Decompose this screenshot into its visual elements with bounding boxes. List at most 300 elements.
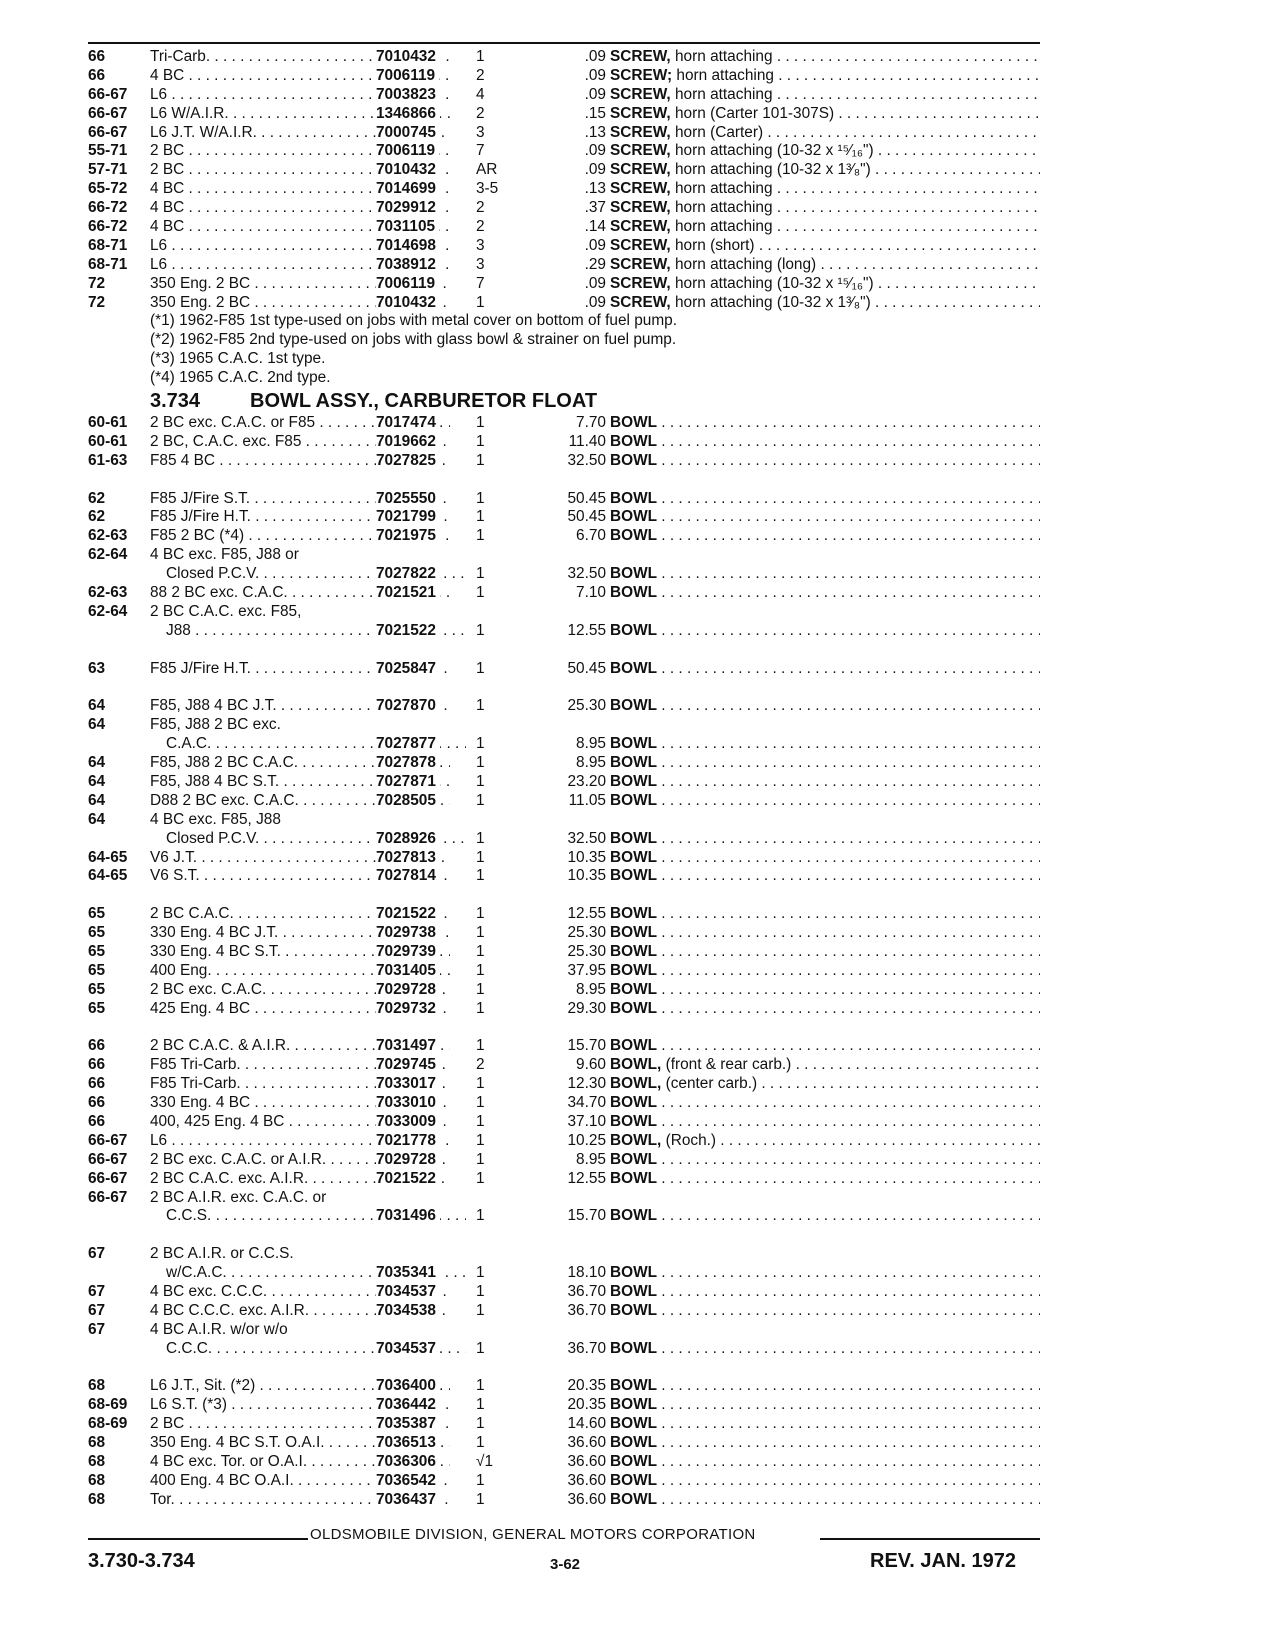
row-description [610,830,1040,849]
footer-section-range: 3.730-3.734 [88,1550,195,1572]
row-years: 68-69 [88,1396,128,1414]
parts-list [88,48,1048,1510]
row-price: 14.60 [567,1415,606,1433]
row-description [610,697,1040,716]
row-part-number: 7003823 [376,86,440,105]
row-description [610,867,1040,886]
table-row [88,1453,1048,1472]
row-price: .09 [584,85,606,103]
row-part-number: 7021521 [376,584,440,603]
row-application: 4 BC exc. Tor. or O.A.I. . . . [150,1453,450,1472]
table-row [88,1245,1048,1264]
table-row [88,199,1048,218]
row-years: 66-67 [88,123,128,141]
row-price: 36.60 [567,1453,606,1471]
row-description [610,962,1040,981]
row-price: .09 [584,236,606,254]
row-description [610,161,1040,180]
row-part-number: 7036306 [376,1453,440,1472]
table-row [88,433,1048,452]
row-description [610,1340,1040,1359]
row-description-name: BOWL, [610,1075,662,1093]
table-row [88,1264,1048,1283]
row-description [610,237,1040,256]
row-price: 36.60 [567,1434,606,1452]
row-part-number: 7033010 [376,1094,440,1113]
row-years: 62-64 [88,602,128,620]
row-description [610,452,1040,471]
row-description-detail: horn attaching (10-32 x 1³⁄₈") [670,161,871,179]
row-quantity: 1 [476,565,485,583]
row-price: 15.70 [567,1207,606,1225]
row-description [610,294,1040,313]
row-years: 66-67 [88,1188,128,1206]
row-part-number: 7029732 [376,1000,440,1019]
row-application: F85 Tri-Carb. . . . [150,1056,450,1075]
row-description [610,1377,1040,1396]
row-price: 11.40 [568,432,606,450]
row-description-name: SCREW, [610,161,671,179]
table-row [88,67,1048,86]
row-description-name: BOWL, [610,1056,662,1074]
row-part-number: 7017474 [376,414,440,433]
table-row [88,981,1048,1000]
row-years: 63 [88,659,106,677]
row-description [610,256,1040,275]
row-years: 66-67 [88,1150,128,1168]
footnote [88,331,1048,350]
row-description-detail: horn attaching (10-32 x ¹⁵⁄₁₆") [670,142,874,160]
section-heading [88,388,1048,414]
row-description [610,527,1040,546]
row-description [610,142,1040,161]
row-part-number: 7036513 [376,1434,440,1453]
row-part-number: 7021778 [376,1132,440,1151]
row-price: .29 [584,255,606,273]
row-part-number: 7033009 [376,1113,440,1132]
row-application: Closed P.C.V. . . . [166,830,466,849]
section-heading-text [150,388,597,414]
row-description [610,433,1040,452]
row-years: 68 [88,1471,106,1489]
row-years: 60-61 [88,414,128,432]
row-description-detail: horn attaching (10-32 x ¹⁵⁄₁₆") [670,274,874,292]
row-years: 68-69 [88,1415,128,1433]
row-application: F85, J88 4 BC S.T. . . . [150,773,450,792]
row-quantity: 1 [476,1490,485,1508]
row-description-name: BOWL [610,508,658,526]
footnote-text: (*1) 1962-F85 1st type-used on jobs with metal cover on bottom of fuel pump. [150,312,677,330]
row-years: 64 [88,810,106,828]
table-row [88,660,1048,679]
row-price: 32.50 [567,451,606,469]
row-quantity: 1 [476,1415,485,1433]
row-price: 10.35 [567,867,606,885]
row-price: 25.30 [567,924,606,942]
row-part-number: 7036437 [376,1491,440,1510]
row-description-detail: (center carb.) [661,1075,758,1093]
row-description-detail: (Roch.) [661,1131,717,1149]
row-part-number: 7027878 [376,754,440,773]
row-years: 62-63 [88,527,128,545]
row-application: Tor. . . . [150,1491,450,1510]
row-price: .09 [584,274,606,292]
row-description [610,584,1040,603]
row-price: 34.70 [567,1094,606,1112]
row-years: 66 [88,1037,106,1055]
row-quantity: 1 [476,1207,485,1225]
row-application: F85 J/Fire H.T. . . . [150,508,450,527]
row-description-detail: horn attaching [672,66,774,84]
row-description-detail: horn (short) [670,236,755,254]
row-quantity: 1 [476,905,485,923]
row-description [610,981,1040,1000]
row-description-detail: horn attaching (long) [670,255,817,273]
row-spacer [88,679,1048,698]
table-row [88,584,1048,603]
row-description-name: BOWL [610,829,658,847]
row-description-name: SCREW, [610,48,671,65]
row-price: 8.95 [576,1150,606,1168]
row-part-number: 7010432 [376,294,440,313]
row-description-name: SCREW, [610,218,671,236]
table-row [88,1037,1048,1056]
row-part-number: 7006119 [376,67,439,86]
row-part-number: 7027871 [376,773,440,792]
row-description [610,1302,1040,1321]
row-years: 66 [88,1056,106,1074]
row-years: 57-71 [88,161,128,179]
row-part-number: 7031405 [376,962,440,981]
table-row [88,508,1048,527]
row-description-name: BOWL [610,527,658,545]
row-price: .09 [584,66,606,84]
row-quantity: 1 [476,1377,485,1395]
footnote-text: (*2) 1962-F85 2nd type-used on jobs with glass bowl & strainer on fuel pump. [150,331,677,349]
row-description-name: BOWL [610,772,658,790]
row-description [610,1491,1040,1510]
row-years: 66 [88,1094,106,1112]
row-part-number: 7029728 [376,981,440,1000]
row-price: 8.95 [576,735,606,753]
row-application: 4 BC C.C.C. exc. A.I.R. . . . [150,1302,450,1321]
row-application: F85, J88 2 BC exc. [150,716,281,734]
row-description [610,905,1040,924]
row-years: 67 [88,1245,106,1263]
row-quantity: 7 [476,142,485,160]
table-row [88,490,1048,509]
table-row [88,1113,1048,1132]
row-description-name: BOWL [610,961,658,979]
row-years: 66 [88,1112,106,1130]
table-row [88,546,1048,565]
table-row [88,773,1048,792]
row-quantity: 1 [476,1264,485,1282]
row-application: L6 W/A.I.R. . . . [150,105,450,124]
footer-rule-right [820,1538,1040,1540]
row-quantity: 1 [476,1471,485,1489]
row-years: 62-63 [88,584,128,602]
footer-company: OLDSMOBILE DIVISION, GENERAL MOTORS CORPORATION [310,1526,756,1543]
table-row [88,1132,1048,1151]
row-description [610,86,1040,105]
row-quantity: 1 [476,1075,485,1093]
row-application: 2 BC C.A.C. . . . [150,905,450,924]
row-quantity: 1 [476,829,485,847]
row-application: 2 BC exc. C.A.C. or F85 . . . . [150,414,450,433]
row-description-name: BOWL [610,754,658,772]
row-quantity: 1 [476,1283,485,1300]
table-row [88,1415,1048,1434]
row-spacer [88,1359,1048,1378]
row-quantity: 1 [476,942,485,960]
table-row [88,275,1048,294]
table-row [88,414,1048,433]
row-price: 25.30 [567,942,606,960]
row-description [610,180,1040,199]
table-row [88,180,1048,199]
section-title: BOWL ASSY., CARBURETOR FLOAT [250,390,598,413]
row-price: 15.70 [567,1037,606,1055]
table-row [88,1094,1048,1113]
row-application: 2 BC exc. C.A.C. or A.I.R. . . . [150,1151,450,1170]
footnote [88,312,1048,331]
row-part-number: 7027822 [376,565,440,584]
row-price: 11.05 [568,791,606,809]
row-description-name: SCREW, [610,274,671,292]
row-application: 4 BC . . . [150,180,450,199]
row-description [610,1264,1040,1283]
row-description-name: BOWL [610,414,658,432]
row-price: 20.35 [567,1396,606,1414]
row-description [610,849,1040,868]
row-description-name: SCREW, [610,236,671,254]
row-description [610,943,1040,962]
row-years: 64 [88,754,106,772]
row-application: 350 Eng. 2 BC . . . [150,275,450,294]
row-part-number: 7029728 [376,1151,440,1170]
row-spacer [88,641,1048,660]
table-row [88,527,1048,546]
row-description [610,1415,1040,1434]
row-application: 350 Eng. 4 BC S.T. O.A.I. . . . [150,1434,450,1453]
row-quantity: 1 [476,1434,485,1452]
row-spacer [88,1226,1048,1245]
row-application: 4 BC . . . [150,67,450,86]
row-price: 50.45 [567,659,606,677]
row-application: 2 BC, C.A.C. exc. F85 . . . [150,433,450,452]
footer-revision: REV. JAN. 1972 [870,1550,1017,1572]
row-application: 4 BC exc. C.C.C. . . . [150,1283,450,1302]
row-description-name: SCREW, [610,255,671,273]
row-part-number: 7021799 [376,508,440,527]
table-row [88,1377,1048,1396]
table-row [88,294,1048,313]
table-row [88,161,1048,180]
row-application: 4 BC exc. F85, J88 [150,810,281,828]
row-years: 68 [88,1453,106,1471]
row-application: F85 J/Fire H.T. . . . [150,660,450,679]
row-part-number: 7014698 [376,237,440,256]
row-application: F85 Tri-Carb. . . . [150,1075,450,1094]
table-row [88,1151,1048,1170]
row-description-detail: horn attaching [670,180,773,198]
row-years: 68 [88,1434,106,1452]
row-years: 64 [88,772,106,790]
row-price: 36.70 [567,1283,606,1300]
row-spacer [88,471,1048,490]
row-description [610,1207,1040,1226]
row-years: 64-65 [88,867,128,885]
row-application: 330 Eng. 4 BC S.T. . . . [150,943,450,962]
row-quantity: 1 [476,527,485,545]
row-part-number: 7006119 [376,275,439,294]
row-description [610,622,1040,641]
row-quantity: √1 [476,1453,494,1471]
row-description [610,275,1040,294]
row-application: 4 BC . . . [150,218,450,237]
row-quantity: 1 [476,293,485,311]
row-description-name: BOWL [610,489,658,507]
row-application: 400 Eng. 4 BC O.A.I. . . . [150,1472,450,1491]
row-price: 12.55 [567,1169,606,1187]
row-description-name: SCREW, [610,180,671,198]
row-description [610,1453,1040,1472]
table-row [88,142,1048,161]
row-description [610,48,1040,67]
row-description-name: SCREW, [610,85,671,103]
row-years: 64 [88,716,106,734]
row-application: V6 J.T. . . . [150,849,450,868]
row-description-name: BOWL [610,1150,658,1168]
row-application: F85, J88 2 BC C.A.C. . . . [150,754,450,773]
row-years: 65 [88,942,106,960]
table-row [88,1302,1048,1321]
row-quantity: 1 [476,999,485,1017]
table-row [88,105,1048,124]
footer-rule-left [88,1538,308,1540]
row-part-number: 7019662 [376,433,440,452]
row-quantity: AR [476,161,498,179]
row-quantity: 1 [476,1150,485,1168]
row-years: 68 [88,1490,106,1508]
row-years: 66 [88,66,106,84]
row-price: 36.70 [567,1301,606,1319]
row-quantity: 1 [476,754,485,772]
row-quantity: 1 [476,48,485,65]
row-application: 350 Eng. 2 BC . . . [150,294,450,313]
row-price: .37 [584,199,606,217]
row-application: F85 J/Fire S.T. . . . [150,490,450,509]
row-description-name: BOWL [610,1471,658,1489]
row-description [610,105,1040,124]
row-quantity: 1 [476,1094,485,1112]
row-description [610,1283,1040,1302]
row-part-number: 7014699 [376,180,440,199]
row-years: 62 [88,508,106,526]
row-price: 29.30 [567,999,606,1017]
table-row [88,1075,1048,1094]
table-row [88,811,1048,830]
row-part-number: 7031496 [376,1207,440,1226]
row-years: 61-63 [88,451,128,469]
row-years: 66 [88,1075,106,1093]
row-part-number: 7027870 [376,697,440,716]
row-years: 72 [88,274,106,292]
row-description-name: BOWL [610,1301,658,1319]
row-price: 8.95 [576,754,606,772]
row-part-number: 7034537 [376,1283,440,1302]
row-part-number: 7031497 [376,1037,440,1056]
row-quantity: 1 [476,1339,485,1357]
row-description-name: BOWL [610,451,658,469]
row-description-name: BOWL [610,1339,658,1357]
row-quantity: 1 [476,432,485,450]
table-row [88,452,1048,471]
row-application: L6 . . . [150,1132,450,1151]
row-description [610,1094,1040,1113]
row-price: 7.10 [576,584,606,602]
table-row [88,1396,1048,1415]
row-description [610,1075,1040,1094]
row-application: 400 Eng. . . . [150,962,450,981]
row-application: L6 J.T., Sit. (*2) . . . [150,1377,450,1396]
table-row [88,1491,1048,1510]
row-description [610,1472,1040,1491]
row-application: L6 . . . [150,237,450,256]
row-description-name: BOWL [610,1283,658,1300]
table-row [88,565,1048,584]
row-description [610,565,1040,584]
row-years: 67 [88,1283,106,1300]
row-description-name: BOWL [610,942,658,960]
row-years: 66-67 [88,1131,128,1149]
row-years: 65 [88,924,106,942]
row-application: 425 Eng. 4 BC . . . [150,1000,450,1019]
row-quantity: 1 [476,697,485,715]
row-part-number: 7028926 [376,830,440,849]
row-quantity: 1 [476,735,485,753]
row-quantity: 1 [476,980,485,998]
row-application: 4 BC A.I.R. w/or w/o [150,1320,288,1338]
row-years: 66-67 [88,1169,128,1187]
row-years: 68-71 [88,236,128,254]
row-description [610,1113,1040,1132]
row-application: L6 . . . [150,86,450,105]
row-part-number: 7025550 [376,490,440,509]
row-description-name: BOWL [610,1094,658,1112]
row-description-detail: horn attaching [670,85,773,103]
table-row [88,924,1048,943]
row-quantity: 2 [476,104,485,122]
row-description-name: BOWL [610,1112,658,1130]
row-application: C.C.C. . . . [166,1340,466,1359]
row-quantity: 7 [476,274,485,292]
row-quantity: 1 [476,1112,485,1130]
table-row [88,905,1048,924]
row-application: 2 BC C.A.C. exc. F85, [150,602,302,620]
row-description-name: BOWL [610,697,658,715]
row-application: 2 BC . . . [150,161,450,180]
row-description-name: BOWL [610,584,658,602]
row-description-name: SCREW, [610,199,671,217]
row-part-number: 7036542 [376,1472,440,1491]
row-years: 65 [88,961,106,979]
table-row [88,697,1048,716]
table-row [88,48,1048,67]
row-description-name: BOWL [610,1453,658,1471]
row-application: 2 BC A.I.R. exc. C.A.C. or [150,1188,327,1206]
